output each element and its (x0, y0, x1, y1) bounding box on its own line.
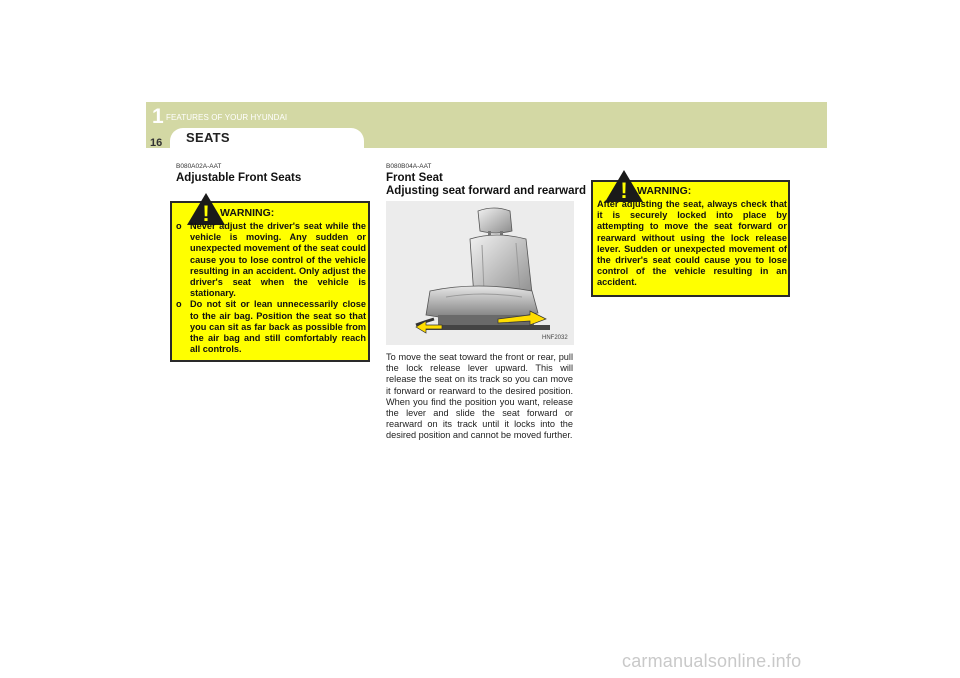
bullet: o (176, 221, 182, 231)
seat-figure (386, 201, 574, 345)
page-number: 16 (150, 137, 163, 149)
figure-caption: HNF2032 (542, 335, 568, 341)
warning-text: After adjusting the seat, always check that it is securely locked into place by attempting to move the seat forward or rearward without using the lock release lever. Sudden or unexpected movement of the driver's seat could cause you to lose control of the vehicle resulting in an accident. (597, 199, 787, 288)
chapter-title: FEATURES OF YOUR HYUNDAI (166, 113, 288, 122)
warning-item-text: Do not sit or lean unnecessarily close to the air bag. Position the seat so that you can sit as far back as possible from the air bag and still comfortably reach all controls. (190, 299, 366, 355)
bullet: o (176, 299, 182, 310)
body-text: To move the seat toward the front or rear, pull the lock release lever upward. This will release the seat on its track so you can move it forward or rearward to the desired position. When you find the position you want, release the lever and slide the seat forward or rearward on its track until it locks into the desired position and cannot be moved further. (386, 352, 573, 441)
warning-item (176, 221, 366, 299)
section-title: SEATS (186, 130, 230, 145)
section-subheading: Adjusting seat forward and rearward (386, 185, 587, 197)
chapter-number: 1 (152, 105, 164, 128)
watermark: carmanualsonline.info (622, 651, 802, 671)
warning-item-text: Never adjust the driver's seat while the vehicle is moving. Any sudden or unexpected movement of the seat could cause you to lose control of the vehicle resulting in an accident. Only adjust the driver's seat when the vehicle is stationary. (190, 221, 366, 299)
warning-item (176, 299, 366, 355)
section-heading: Adjustable Front Seats (176, 172, 302, 184)
section-code: B080A02A-AAT (176, 163, 222, 170)
section-heading: Front Seat (386, 172, 443, 184)
warning-box (170, 201, 370, 362)
warning-box (591, 180, 790, 297)
car-seat-illustration (386, 201, 574, 345)
warning-list (176, 221, 366, 355)
warning-title: WARNING: (637, 185, 692, 197)
warning-title: WARNING: (220, 207, 275, 219)
svg-text:!: ! (202, 201, 210, 226)
svg-text:!: ! (620, 178, 628, 203)
section-code: B080B04A-AAT (386, 163, 432, 170)
